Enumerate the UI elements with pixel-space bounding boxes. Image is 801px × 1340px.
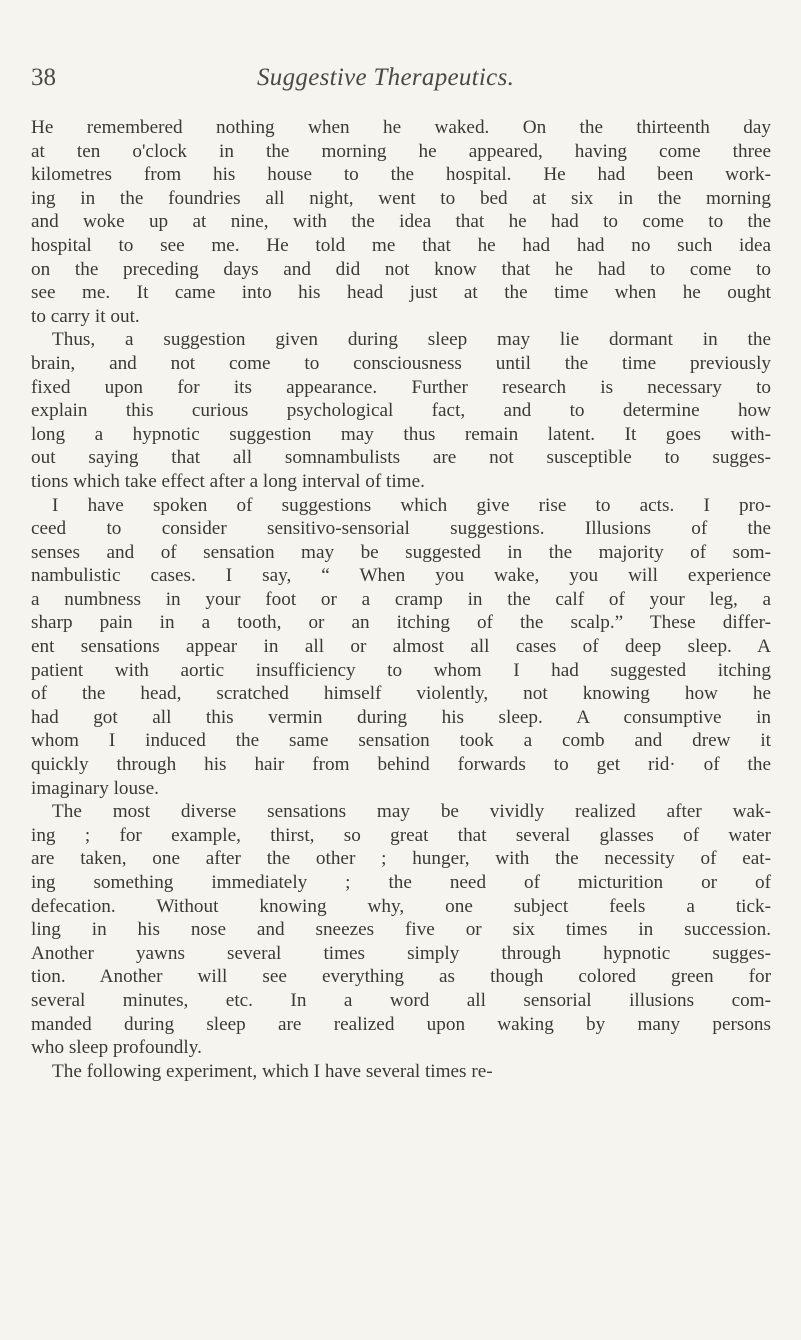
text-line: sharp pain in a tooth, or an itching of the scalp.” These differ- [31, 612, 771, 634]
text-line: whom I induced the same sensation took a comb and drew it [31, 730, 771, 752]
text-line: explain this curious psychological fact, and to determine how [31, 400, 771, 422]
paragraph [31, 116, 771, 328]
paragraph [31, 1060, 771, 1084]
text-line: at ten o'clock in the morning he appeared, having come three [31, 140, 771, 162]
text-line: The most diverse sensations may be vividly realized after wak- [52, 801, 771, 823]
text-line: He remembered nothing when he waked. On the thirteenth day [31, 117, 771, 138]
text-line: ing something immediately ; the need of micturition or of [31, 872, 771, 893]
running-title: Suggestive Therapeutics. [257, 64, 515, 91]
paragraph [31, 494, 771, 801]
text-line: on the preceding days and did not know that he had to come to [31, 258, 771, 280]
text-line: ling in his nose and sneezes five or six times in succession. [31, 919, 771, 941]
body-text [31, 116, 771, 1083]
text-line: several minutes, etc. In a word all sensorial illusions com- [31, 989, 771, 1011]
text-line: fixed upon for its appearance. Further research is necessary to [31, 376, 771, 398]
text-line: imaginary louse. [31, 777, 159, 799]
text-line: a numbness in your foot or a cramp in the calf of your leg, a [31, 588, 771, 610]
text-line: who sleep profoundly. [31, 1037, 202, 1059]
running-head [31, 64, 771, 100]
text-line: Thus, a suggestion given during sleep may lie dormant in the [52, 329, 771, 351]
text-line: ceed to consider sensitivo-sensorial suggestions. Illusions of the [31, 518, 771, 540]
page-number: 38 [31, 64, 56, 91]
text-line: to carry it out. [31, 305, 140, 327]
text-line: had got all this vermin during his sleep. A consumptive in [31, 706, 771, 728]
text-line: I have spoken of suggestions which give rise to acts. I pro- [52, 494, 771, 516]
text-line: out saying that all somnambulists are not susceptible to sugges- [31, 447, 771, 469]
text-line: ent sensations appear in all or almost all cases of deep sleep. A [31, 636, 771, 658]
paragraph [31, 800, 771, 1060]
text-line: are taken, one after the other ; hunger, with the necessity of eat- [31, 848, 771, 870]
text-line: tions which take effect after a long interval of time. [31, 470, 425, 492]
text-line: hospital to see me. He told me that he had had no such idea [31, 234, 771, 256]
text-line: senses and of sensation may be suggested in the majority of som- [31, 541, 771, 563]
text-line: of the head, scratched himself violently, not knowing how he [31, 683, 771, 705]
text-line: manded during sleep are realized upon waking by many persons [31, 1013, 771, 1035]
text-line: The following experiment, which I have several times re- [52, 1060, 493, 1082]
text-line: long a hypnotic suggestion may thus remain latent. It goes with- [31, 423, 771, 445]
text-line: quickly through his hair from behind forwards to get rid· of the [31, 754, 771, 776]
text-line: see me. It came into his head just at the time when he ought [31, 282, 771, 304]
text-line: and woke up at nine, with the idea that he had to come to the [31, 211, 771, 233]
paragraph [31, 328, 771, 493]
text-line: defecation. Without knowing why, one subject feels a tick- [31, 895, 771, 917]
text-line: patient with aortic insufficiency to whom I had suggested itching [31, 659, 771, 681]
text-line: tion. Another will see everything as though colored green for [31, 966, 771, 988]
text-line: ing in the foundries all night, went to bed at six in the morning [31, 187, 771, 209]
text-line: brain, and not come to consciousness until the time previously [31, 352, 771, 374]
text-line: ing ; for example, thirst, so great that several glasses of water [31, 824, 771, 846]
text-line: nambulistic cases. I say, “ When you wake, you will experience [31, 565, 771, 587]
text-line: kilometres from his house to the hospital. He had been work- [31, 164, 771, 186]
text-line: Another yawns several times simply through hypnotic sugges- [31, 942, 771, 964]
